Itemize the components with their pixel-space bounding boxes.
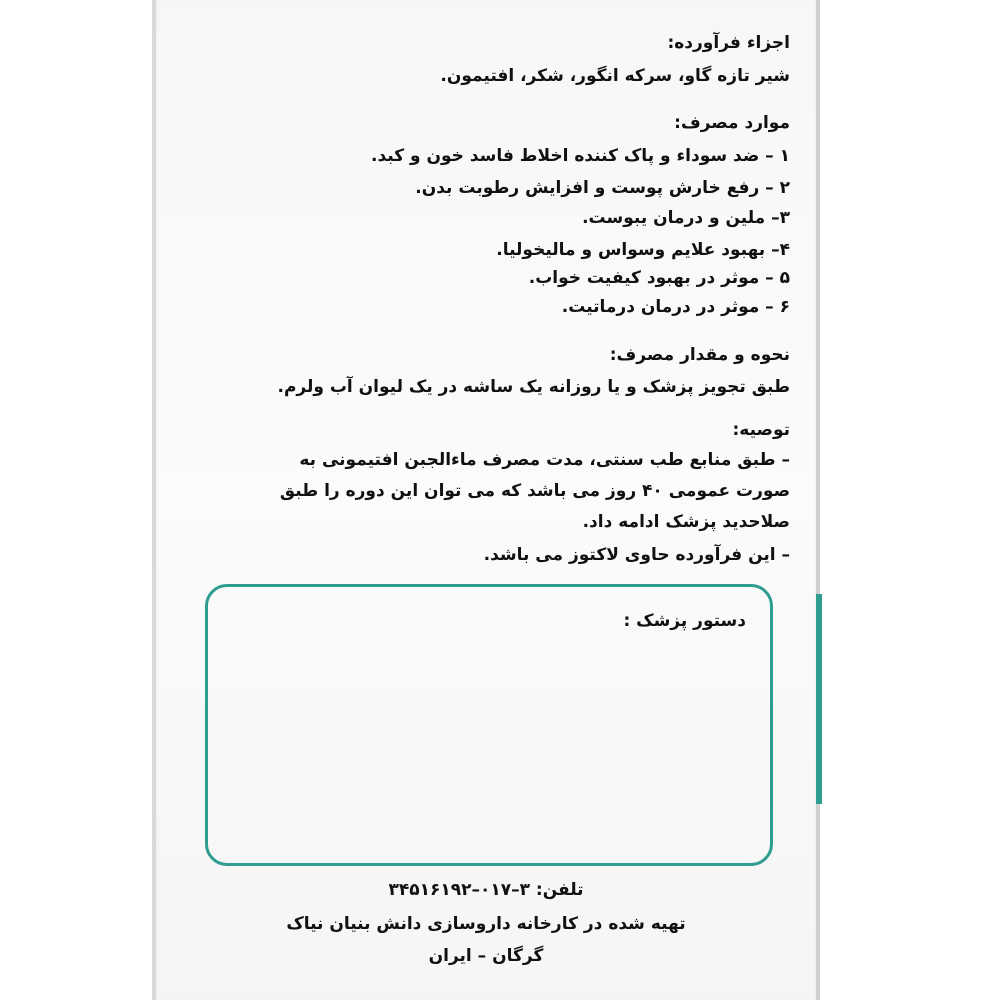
box-right-edge	[816, 0, 820, 1000]
prescription-box	[205, 584, 773, 866]
ingredients-text: شیر تازه گاو، سرکه انگور، شکر، افتیمون.	[440, 66, 790, 86]
uses-item: ۱ – ضد سوداء و پاک کننده اخلاط فاسد خون و کبد.	[370, 146, 790, 166]
uses-item: ۶ – موثر در درمان درماتیت.	[561, 297, 790, 317]
advice-line: صلاحدید پزشک ادامه داد.	[582, 512, 790, 532]
box-side-accent	[816, 594, 822, 804]
uses-item: ۲ – رفع خارش پوست و افزایش رطوبت بدن.	[415, 178, 790, 198]
advice-line: صورت عمومی ۴۰ روز می باشد که می توان این دوره را طبق	[279, 481, 790, 501]
uses-item: ۴– بهبود علایم وسواس و مالیخولیا.	[496, 240, 790, 260]
advice-line: – این فرآورده حاوی لاکتوز می باشد.	[483, 545, 790, 565]
uses-item: ۵ – موثر در بهبود کیفیت خواب.	[528, 268, 790, 288]
location-line: گرگان – ایران	[428, 946, 544, 966]
advice-title: توصیه:	[732, 420, 790, 440]
box-left-edge	[152, 0, 156, 1000]
uses-item: ۳– ملین و درمان یبوست.	[582, 208, 790, 228]
uses-title: موارد مصرف:	[674, 113, 790, 133]
manufacturer-line: تهیه شده در کارخانه داروسازی دانش بنیان نیاک	[286, 914, 686, 934]
dosage-title: نحوه و مقدار مصرف:	[609, 345, 790, 365]
advice-line: – طبق منابع طب سنتی، مدت مصرف ماءالجبن افتیمونی به	[299, 450, 790, 470]
dosage-text: طبق تجویز پزشک و یا روزانه یک ساشه در یک لیوان آب ولرم.	[277, 377, 790, 397]
phone-number: تلفن: ۳–۰۱۷–۳۴۵۱۶۱۹۲	[388, 880, 584, 900]
prescription-label: دستور پزشک :	[623, 611, 746, 631]
ingredients-title: اجزاء فرآورده:	[667, 33, 790, 53]
